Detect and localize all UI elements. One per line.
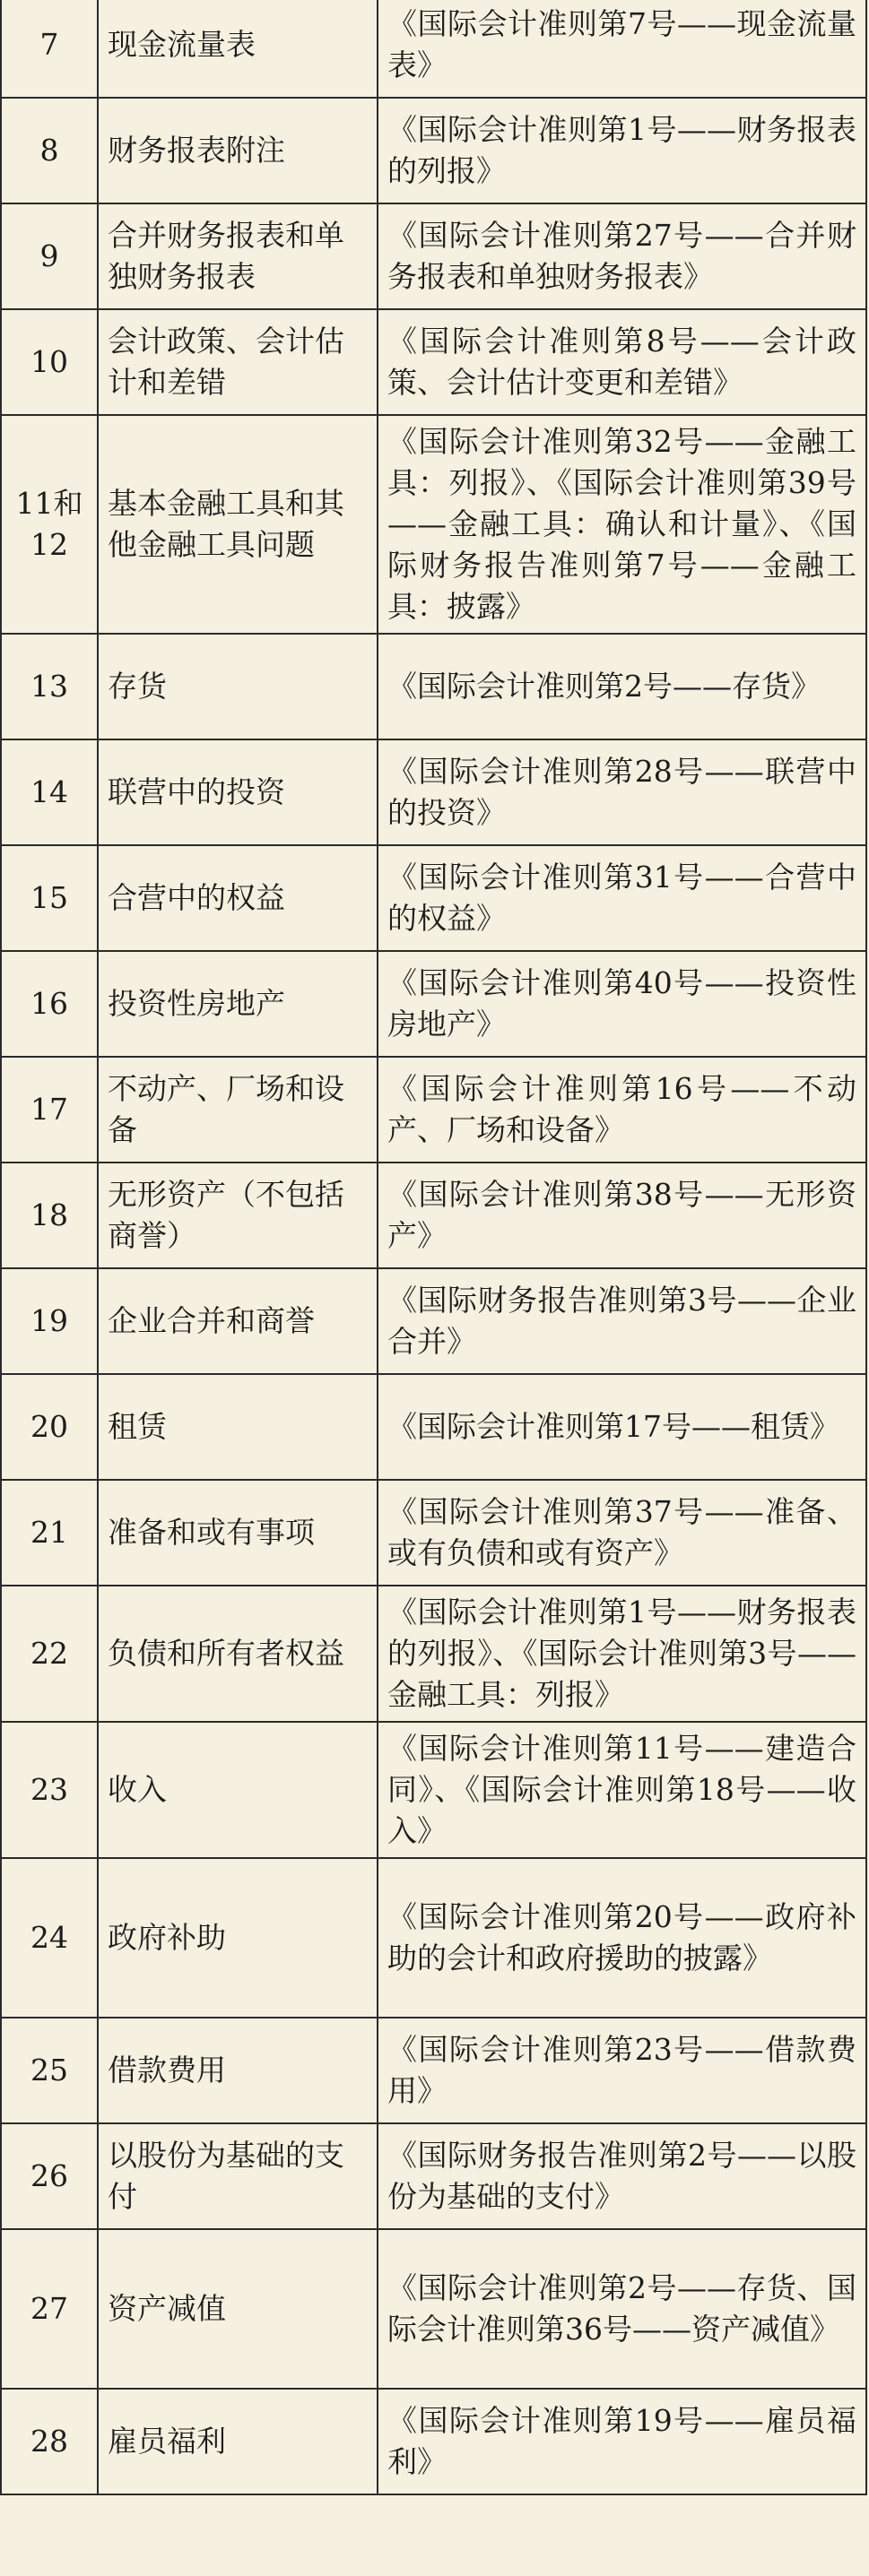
table-row	[1, 0, 866, 98]
topic-cell: 准备和或有事项	[98, 1480, 378, 1586]
table-row	[1, 951, 866, 1057]
topic-cell: 负债和所有者权益	[98, 1586, 378, 1722]
chapter-number-cell: 18	[1, 1163, 98, 1268]
table-row	[1, 203, 866, 309]
table-row	[1, 2229, 866, 2389]
topic-cell: 基本金融工具和其他金融工具问题	[98, 415, 378, 634]
standard-reference-cell: 《国际会计准则第23号——借款费用》	[378, 2018, 866, 2123]
table-row	[1, 739, 866, 845]
topic-cell: 不动产、厂场和设备	[98, 1057, 378, 1163]
table-row	[1, 1268, 866, 1374]
topic-cell: 收入	[98, 1722, 378, 1858]
standard-reference-cell: 《国际会计准则第11号——建造合同》、《国际会计准则第18号——收入》	[378, 1722, 866, 1858]
topic-cell: 联营中的投资	[98, 739, 378, 845]
topic-cell: 企业合并和商誉	[98, 1268, 378, 1374]
table-row	[1, 309, 866, 415]
table-row	[1, 845, 866, 951]
chapter-number-cell: 17	[1, 1057, 98, 1163]
topic-cell: 雇员福利	[98, 2389, 378, 2494]
chapter-number-cell: 11和12	[1, 415, 98, 634]
topic-cell: 借款费用	[98, 2018, 378, 2123]
chapter-number-cell: 20	[1, 1374, 98, 1480]
standard-reference-cell: 《国际财务报告准则第2号——以股份为基础的支付》	[378, 2123, 866, 2229]
standard-reference-cell: 《国际会计准则第37号——准备、或有负债和或有资产》	[378, 1480, 866, 1586]
table-row	[1, 98, 866, 203]
topic-cell: 合营中的权益	[98, 845, 378, 951]
chapter-number-cell: 22	[1, 1586, 98, 1722]
standard-reference-cell: 《国际会计准则第31号——合营中的权益》	[378, 845, 866, 951]
standard-reference-cell: 《国际会计准则第1号——财务报表的列报》	[378, 98, 866, 203]
chapter-number-cell: 21	[1, 1480, 98, 1586]
standard-reference-cell: 《国际会计准则第20号——政府补助的会计和政府援助的披露》	[378, 1858, 866, 2018]
table-row	[1, 1722, 866, 1858]
table-row	[1, 1374, 866, 1480]
topic-cell: 租赁	[98, 1374, 378, 1480]
standard-reference-cell: 《国际会计准则第32号——金融工具：列报》、《国际会计准则第39号——金融工具：确认和计量》、《国际财务报告准则第7号——金融工具：披露》	[378, 415, 866, 634]
table-row	[1, 1163, 866, 1268]
standard-reference-cell: 《国际财务报告准则第3号——企业合并》	[378, 1268, 866, 1374]
chapter-number-cell: 10	[1, 309, 98, 415]
topic-cell: 政府补助	[98, 1858, 378, 2018]
topic-cell: 合并财务报表和单独财务报表	[98, 203, 378, 309]
chapter-number-cell: 23	[1, 1722, 98, 1858]
topic-cell: 现金流量表	[98, 0, 378, 98]
table-row	[1, 634, 866, 739]
chapter-number-cell: 7	[1, 0, 98, 98]
chapter-number-cell: 14	[1, 739, 98, 845]
chapter-number-cell: 13	[1, 634, 98, 739]
table-row	[1, 1480, 866, 1586]
standard-reference-cell: 《国际会计准则第7号——现金流量表》	[378, 0, 866, 98]
topic-cell: 会计政策、会计估计和差错	[98, 309, 378, 415]
standard-reference-cell: 《国际会计准则第27号——合并财务报表和单独财务报表》	[378, 203, 866, 309]
topic-cell: 无形资产（不包括商誉）	[98, 1163, 378, 1268]
table-row	[1, 2018, 866, 2123]
table-row	[1, 1586, 866, 1722]
chapter-number-cell: 24	[1, 1858, 98, 2018]
chapter-number-cell: 19	[1, 1268, 98, 1374]
chapter-number-cell: 8	[1, 98, 98, 203]
chapter-number-cell: 27	[1, 2229, 98, 2389]
table-row	[1, 415, 866, 634]
standard-reference-cell: 《国际会计准则第2号——存货》	[378, 634, 866, 739]
standard-reference-cell: 《国际会计准则第19号——雇员福利》	[378, 2389, 866, 2494]
chapter-number-cell: 25	[1, 2018, 98, 2123]
topic-cell: 投资性房地产	[98, 951, 378, 1057]
standard-reference-cell: 《国际会计准则第16号——不动产、厂场和设备》	[378, 1057, 866, 1163]
topic-cell: 以股份为基础的支付	[98, 2123, 378, 2229]
table-row	[1, 1057, 866, 1163]
chapter-number-cell: 28	[1, 2389, 98, 2494]
table-row	[1, 1858, 866, 2018]
topic-cell: 存货	[98, 634, 378, 739]
standard-reference-cell: 《国际会计准则第8号——会计政策、会计估计变更和差错》	[378, 309, 866, 415]
topic-cell: 财务报表附注	[98, 98, 378, 203]
chapter-number-cell: 26	[1, 2123, 98, 2229]
standard-reference-cell: 《国际会计准则第2号——存货、国际会计准则第36号——资产减值》	[378, 2229, 866, 2389]
chapter-number-cell: 16	[1, 951, 98, 1057]
topic-cell: 资产减值	[98, 2229, 378, 2389]
table-row	[1, 2123, 866, 2229]
standard-reference-cell: 《国际会计准则第28号——联营中的投资》	[378, 739, 866, 845]
standard-reference-cell: 《国际会计准则第17号——租赁》	[378, 1374, 866, 1480]
table-row	[1, 2389, 866, 2494]
chapter-number-cell: 15	[1, 845, 98, 951]
standard-reference-cell: 《国际会计准则第40号——投资性房地产》	[378, 951, 866, 1057]
chapter-number-cell: 9	[1, 203, 98, 309]
standard-reference-cell: 《国际会计准则第38号——无形资产》	[378, 1163, 866, 1268]
standard-reference-cell: 《国际会计准则第1号——财务报表的列报》、《国际会计准则第3号——金融工具：列报》	[378, 1586, 866, 1722]
table-body	[1, 0, 866, 2494]
